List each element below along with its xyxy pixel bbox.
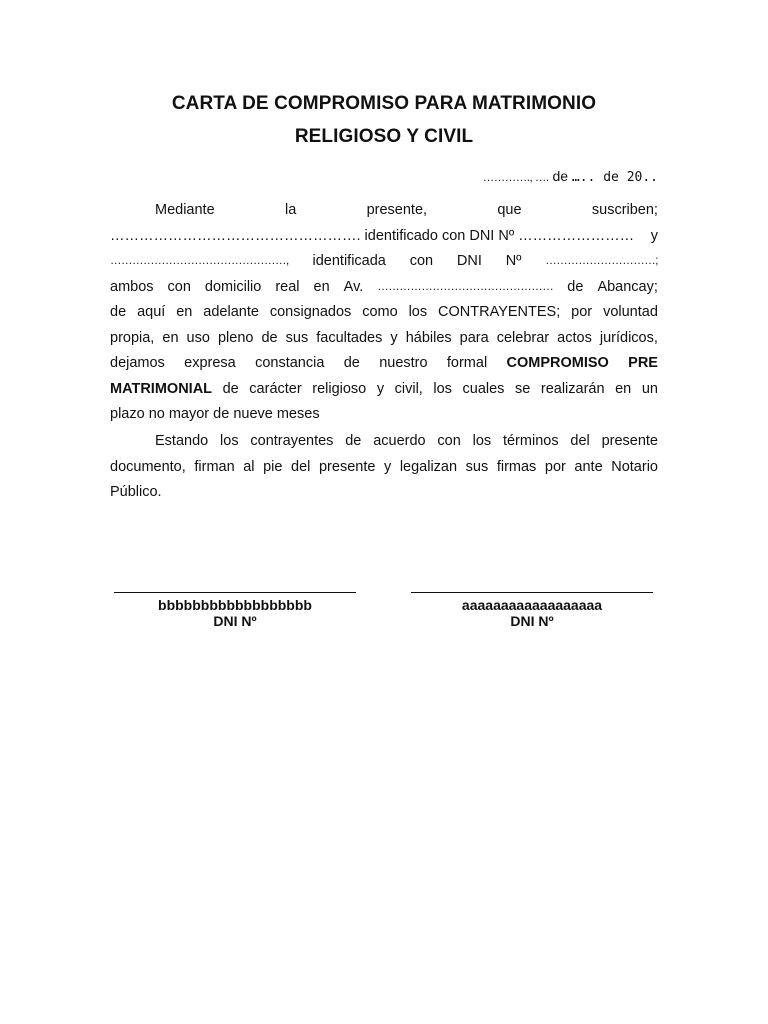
paragraph-line: MATRIMONIAL de carácter religioso y civil, los cuales se realizarán en un [110, 380, 658, 397]
signature-line [411, 592, 653, 593]
paragraph-line: ……………………………………………. identificado con DNI Nº …………………… y [110, 224, 658, 250]
paragraph-line: de aquí en adelante consignados como los CONTRAYENTES; por voluntad [110, 304, 658, 320]
paragraph-line: ambos con domicilio real en Av. ………………………………………… de Abancay; [110, 275, 658, 301]
paragraph-line: …………………………………………, identificada con DNI Nº …………………………; [110, 249, 658, 275]
document-title-line-2: RELIGIOSO Y CIVIL [294, 126, 474, 147]
paragraph-line: Estando los contrayentes de acuerdo con los términos del presente [155, 433, 658, 449]
paragraph-line: dejamos expresa constancia de nuestro formal COMPROMISO PRE [110, 355, 658, 371]
address-blank: ………………………………………… [377, 280, 554, 293]
signature-name: bbbbbbbbbbbbbbbbbb [158, 597, 312, 613]
paragraph-line: propia, en uso pleno de sus facultades y hábiles para celebrar actos jurídicos, [110, 329, 658, 346]
paragraph-line: Público. [110, 484, 162, 500]
signature-name: aaaaaaaaaaaaaaaaaa [461, 597, 603, 613]
date-month-year-blank: ….. de 20.. [571, 170, 658, 185]
date-place-blank: …………., …. [482, 172, 549, 184]
signature-block-second [411, 592, 653, 629]
second-party-name-blank: …………………………………………, [110, 255, 289, 267]
date-line [483, 168, 658, 185]
second-party-dni-blank: …………………………; [545, 255, 658, 267]
paragraph-line: documento, firman al pie del presente y legalizan sus firmas por ante Notario [110, 458, 658, 475]
document-title-line-1: CARTA DE COMPROMISO PARA MATRIMONIO [171, 93, 597, 114]
first-party-name-blank: ……………………………………………. identificado con DNI Nº …………………… [110, 227, 635, 244]
signature-dni-label: DNI Nº [213, 613, 257, 629]
date-de-word: de [552, 168, 569, 184]
signature-block-first [114, 592, 356, 629]
paragraph-signing [110, 429, 658, 506]
paragraph-line: plazo no mayor de nueve meses [110, 406, 320, 422]
signature-line [114, 592, 356, 593]
paragraph-line: Mediante la presente, que suscriben; [155, 202, 658, 218]
signature-dni-label: DNI Nº [510, 613, 554, 629]
paragraph-commitment [110, 198, 658, 428]
